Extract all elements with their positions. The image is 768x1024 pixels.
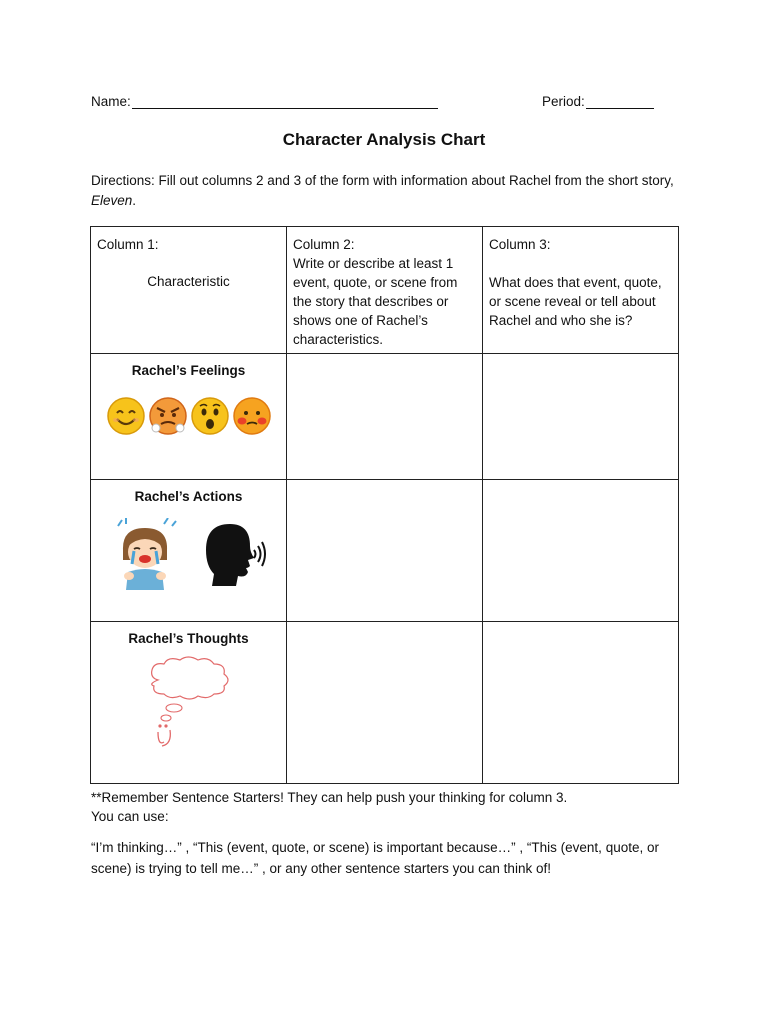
thoughts-label-cell <box>91 622 287 784</box>
name-label: Name: <box>91 94 131 109</box>
angry-face-icon <box>148 396 188 436</box>
column-3-body: What does that event, quote, or scene reveal or tell about Rachel and who she is? <box>489 275 662 328</box>
note-line-1: **Remember Sentence Starters! They can help push your thinking for column 3. <box>91 790 568 805</box>
column-3-header <box>483 227 679 354</box>
table-row-feelings <box>91 354 679 480</box>
column-1-header <box>91 227 287 354</box>
blushing-face-icon <box>232 396 272 436</box>
column-1-body: Characteristic <box>147 274 230 289</box>
feelings-emojis <box>91 396 286 436</box>
smiling-face-icon <box>106 396 146 436</box>
table-row-actions <box>91 480 679 622</box>
feelings-label-cell <box>91 354 287 480</box>
column-3-heading: Column 3: <box>489 237 551 252</box>
directions <box>91 171 681 211</box>
thoughts-column-3-cell[interactable] <box>483 622 679 784</box>
actions-label-cell <box>91 480 287 622</box>
surprised-face-icon <box>190 396 230 436</box>
thought-bubble-icon <box>144 656 234 752</box>
name-field[interactable] <box>91 94 438 109</box>
column-2-header <box>287 227 483 354</box>
period-label: Period: <box>542 94 585 109</box>
directions-text: Directions: Fill out columns 2 and 3 of the form with information about Rachel from the short story, <box>91 173 674 188</box>
column-2-heading: Column 2: <box>293 237 355 252</box>
actions-art <box>91 518 286 590</box>
note-line-2: You can use: <box>91 809 169 824</box>
character-analysis-table <box>90 226 679 784</box>
speaking-head-icon <box>196 520 266 588</box>
thoughts-column-2-cell[interactable] <box>287 622 483 784</box>
column-1-heading: Column 1: <box>97 237 159 252</box>
actions-column-2-cell[interactable] <box>287 480 483 622</box>
period-field[interactable] <box>542 94 654 109</box>
directions-end: . <box>132 193 137 208</box>
story-title: Eleven <box>91 193 133 208</box>
crying-girl-icon <box>112 518 178 590</box>
column-2-body: Write or describe at least 1 event, quote, or scene from the story that describes or shows one of Rachel’s characteristics. <box>293 256 458 347</box>
page-title: Character Analysis Chart <box>282 130 486 149</box>
sentence-starters-list: “I’m thinking…” , “This (event, quote, or scene) is important because…” , “This (event, quote, or scene) is trying to tell me…” , or any other sentence starters you can think of! <box>91 840 659 876</box>
sentence-starters-note <box>91 788 691 826</box>
actions-column-3-cell[interactable] <box>483 480 679 622</box>
table-row-thoughts <box>91 622 679 784</box>
name-blank-line[interactable] <box>132 94 438 109</box>
table-header-row <box>91 227 679 354</box>
feelings-label: Rachel’s Feelings <box>131 363 246 378</box>
period-blank-line[interactable] <box>586 94 654 109</box>
actions-label: Rachel’s Actions <box>134 489 243 504</box>
header-line <box>91 94 658 114</box>
feelings-column-3-cell[interactable] <box>483 354 679 480</box>
thoughts-label: Rachel’s Thoughts <box>128 631 249 646</box>
feelings-column-2-cell[interactable] <box>287 354 483 480</box>
